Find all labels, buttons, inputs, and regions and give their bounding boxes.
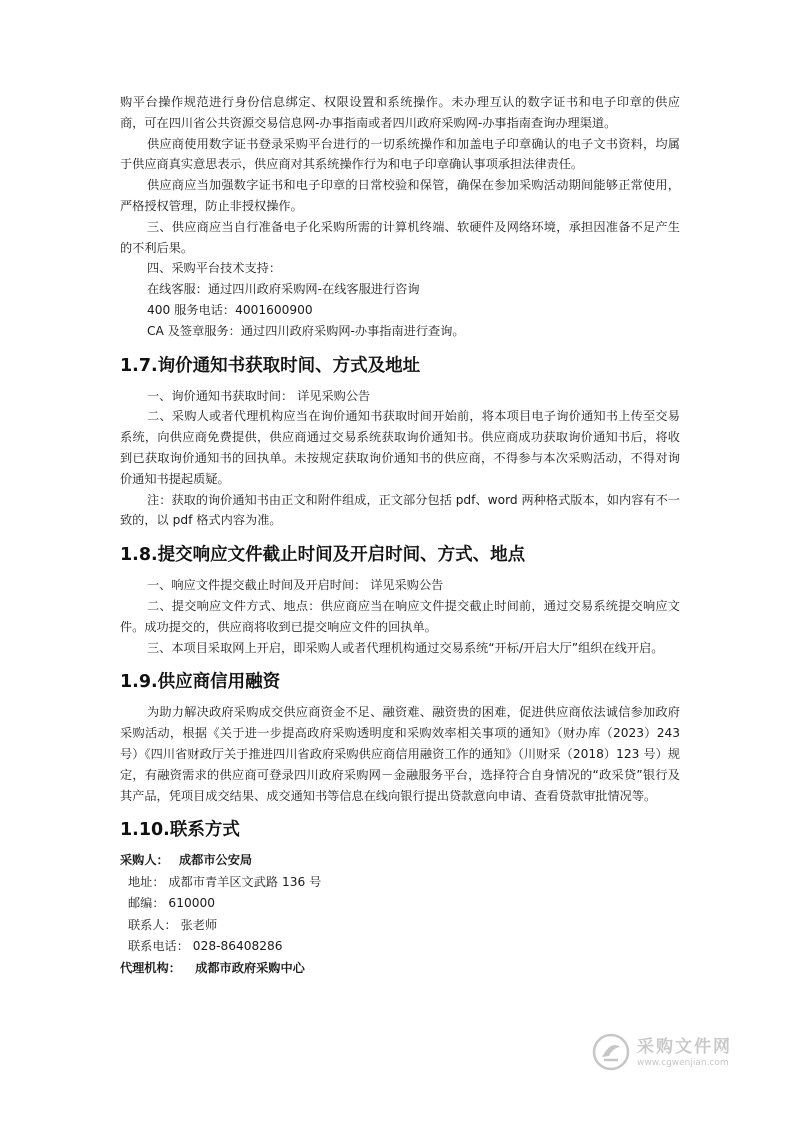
- paragraph-tech-support-title: 四、采购平台技术支持：: [147, 261, 282, 276]
- paragraph-note: 注：获取的询价通知书由正文和附件组成，正文部分包括 pdf、word 两种格式版本，如内容有不一致的，以 pdf 格式内容为准。: [120, 492, 680, 528]
- paragraph: 一、询价通知书获取时间： 详见采购公告: [147, 388, 371, 403]
- agency-line: [120, 958, 680, 980]
- agency-label: 代理机构：: [120, 960, 181, 975]
- agency-name: 成都市政府采购中心: [195, 960, 305, 975]
- watermark-text-cn: 采购文件网: [637, 1036, 732, 1057]
- site-watermark: [591, 1030, 751, 1074]
- paragraph: 一、响应文件提交截止时间及开启时间： 详见采购公告: [147, 578, 444, 593]
- watermark-text-en: www.cgwenjian.com: [637, 1057, 729, 1068]
- contact-person-line: 联系人： 张老师: [128, 917, 218, 932]
- section-heading-1-8: 1.8.提交响应文件截止时间及开启时间、方式、地点: [120, 545, 526, 566]
- purchaser-label: 采购人：: [120, 853, 169, 868]
- watermark-text: [637, 1036, 732, 1069]
- paragraph: 二、采购人或者代理机构应当在询价通知书获取时间开始前，将本项目电子询价通知书上传至交易系统，向供应商免费提供，供应商通过交易系统获取询价通知书。供应商成功获取询价通知书后，将收到已获取询价通知书的回执单。未按规定获取询价通知书的供应商，不得参与本次采购活动，不得对询价通知书提起质疑。: [120, 409, 680, 486]
- paragraph: 三、本项目采取网上开启，即采购人或者代理机构通过交易系统“开标/开启大厅”组织在线开启。: [147, 640, 664, 655]
- paragraph-legal-responsibility: 供应商使用数字证书登录采购平台进行的一切系统操作和加盖电子印章确认的电子文书资料，均属于供应商真实意思表示，供应商对其系统操作行为和电子印章确认事项承担法律责任。: [120, 136, 680, 172]
- paragraph-credit-financing: 为助力解决政府采购成交供应商资金不足、融资难、融资贵的困难，促进供应商依法诚信参加政府采购活动，根据《关于进一步提高政府采购透明度和采购效率相关事项的通知》（财办库（2023）243 号）《四川省财政厅关于推进四川省政府采购供应商信用融资工作的通知》（川财采（2018）123 号）规定，有融资需求的供应商可登录四川政府采购网－金融服务平台，选择符合自身情况的“政采贷”银行及其产品，凭项目成交结果、成交通知书等信息在线向银行提出贷款意向申请、查看贷款审批情况等。: [120, 705, 680, 803]
- section-heading-1-10: 1.10.联系方式: [120, 820, 240, 841]
- purchaser-name: 成都市公安局: [179, 853, 253, 868]
- paragraph-cert-maintenance: 供应商应当加强数字证书和电子印章的日常校验和保管，确保在参加采购活动期间能够正常使用，严格授权管理，防止非授权操作。: [120, 178, 680, 213]
- postcode-line: 邮编： 610000: [128, 896, 215, 911]
- paragraph-digital-cert: 购平台操作规范进行身份信息绑定、权限设置和系统操作。未办理互认的数字证书和电子印章的供应商，可在四川省公共资源交易信息网-办事指南或者四川政府采购网-办事指南查询办理渠道。: [120, 95, 680, 130]
- paragraph-equipment: 三、供应商应当自行准备电子化采购所需的计算机终端、软硬件及网络环境，承担因准备不足产生的不利后果。: [120, 219, 680, 255]
- purchaser-line: [120, 850, 680, 872]
- paragraph: 二、提交响应文件方式、地点：供应商应当在响应文件提交截止时间前，通过交易系统提交响应文件。成功提交的，供应商将收到已提交响应文件的回执单。: [120, 598, 680, 634]
- paragraph-ca-service: CA 及签章服务：通过四川政府采购网-办事指南进行查询。: [147, 323, 465, 338]
- section-heading-1-7: 1.7.询价通知书获取时间、方式及地址: [120, 355, 421, 376]
- watermark-logo-icon: [591, 1032, 631, 1072]
- address-line: 地址： 成都市青羊区文武路 136 号: [128, 874, 322, 889]
- document-page: [120, 92, 680, 979]
- paragraph-online-service: 在线客服：通过四川政府采购网-在线客服进行咨询: [147, 282, 420, 297]
- section-heading-1-9: 1.9.供应商信用融资: [120, 672, 281, 693]
- phone-line: 联系电话： 028-86408286: [128, 939, 283, 954]
- paragraph-hotline: 400 服务电话：4001600900: [147, 302, 313, 317]
